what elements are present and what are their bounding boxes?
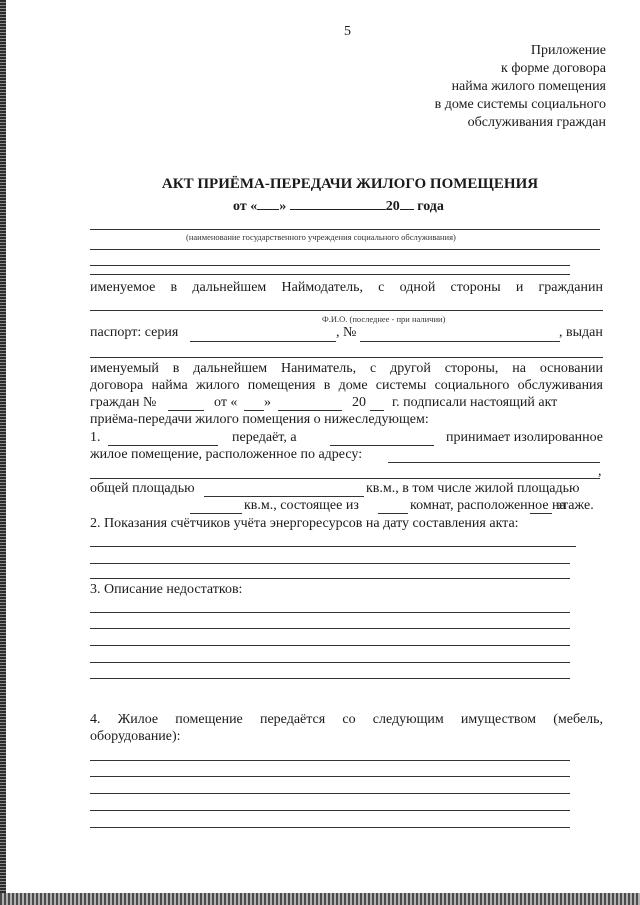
- scan-edge-left: [0, 0, 6, 905]
- month-blank[interactable]: [290, 197, 386, 210]
- appendix-line: Приложение: [530, 43, 606, 58]
- passport-series-label: паспорт: серия: [90, 325, 179, 340]
- caption-institution: (наименование государственного учреждения социального обслуживания): [186, 232, 456, 242]
- appendix-line: обслуживания граждан: [467, 115, 606, 130]
- total-area-blank[interactable]: [204, 496, 364, 497]
- property-line-3[interactable]: [90, 793, 570, 794]
- caption-fio: Ф.И.О. (последнее - при наличии): [322, 314, 446, 324]
- floor-label: комнат, расположенное на: [410, 498, 566, 513]
- date-mid: »: [279, 199, 287, 214]
- meter-line-1[interactable]: [90, 546, 576, 547]
- tenant-line-2: договора найма жилого помещения в доме системы социального обслуживания: [90, 378, 603, 393]
- date-suffix: года: [417, 199, 444, 214]
- contract-month-blank[interactable]: [278, 410, 342, 411]
- defects-line-3[interactable]: [90, 645, 570, 646]
- year-blank[interactable]: [400, 197, 414, 210]
- tenant-name-line[interactable]: [90, 310, 603, 311]
- date-prefix: от «: [233, 199, 258, 214]
- contract-day-blank[interactable]: [244, 410, 264, 411]
- contract-signed-text: г. подписали настоящий акт: [392, 395, 558, 410]
- contract-quote-close: »: [264, 395, 271, 410]
- item1-accepts: принимает изолированное: [446, 430, 604, 445]
- item1-tenant-blank[interactable]: [330, 445, 434, 446]
- contract-number-label: граждан №: [90, 395, 157, 410]
- rooms-label: кв.м., состоящее из: [244, 498, 359, 513]
- item2-heading: 2. Показания счётчиков учёта энергоресурсов на дату составления акта:: [90, 516, 519, 531]
- property-line-1[interactable]: [90, 760, 570, 761]
- item4-heading: 4. Жилое помещение передаётся со следующим имуществом (мебель,: [90, 712, 603, 727]
- defects-line-1[interactable]: [90, 612, 570, 613]
- appendix-line: к форме договора: [501, 61, 606, 76]
- document-title: АКТ ПРИЁМА-ПЕРЕДАЧИ ЖИЛОГО ПОМЕЩЕНИЯ: [161, 176, 539, 192]
- page-number: 5: [344, 24, 351, 39]
- defects-line-4[interactable]: [90, 662, 570, 663]
- contract-year-prefix: 20: [352, 395, 366, 410]
- institution-line-4[interactable]: [90, 274, 570, 275]
- living-area-blank[interactable]: [190, 513, 242, 514]
- address-blank-2[interactable]: [90, 478, 600, 479]
- property-line-2[interactable]: [90, 776, 570, 777]
- appendix-line: найма жилого помещения: [451, 79, 606, 94]
- item1-landlord-blank[interactable]: [108, 445, 218, 446]
- institution-line-2[interactable]: [90, 249, 600, 250]
- institution-line-3[interactable]: [90, 265, 570, 266]
- floor-blank[interactable]: [530, 513, 552, 514]
- date-row: [233, 197, 444, 215]
- landlord-line: именуемое в дальнейшем Наймодатель, с одной стороны и гражданин: [90, 280, 603, 295]
- scan-edge-bottom: [0, 893, 640, 905]
- meter-line-2[interactable]: [90, 563, 570, 564]
- item1-number: 1.: [90, 430, 101, 445]
- floor-suffix: этаже.: [556, 498, 594, 513]
- year-prefix: 20: [385, 199, 400, 214]
- living-area-label: кв.м., в том числе жилой площадью: [366, 481, 580, 496]
- appendix-line: в доме системы социального: [434, 97, 606, 112]
- meter-line-3[interactable]: [90, 578, 570, 579]
- passport-number-blank[interactable]: [360, 341, 560, 342]
- institution-line[interactable]: [90, 229, 600, 230]
- defects-line-5[interactable]: [90, 678, 570, 679]
- defects-line-2[interactable]: [90, 628, 570, 629]
- item1-gives: передаёт, а: [232, 430, 297, 445]
- contract-from-label: от «: [214, 395, 238, 410]
- day-blank[interactable]: [257, 197, 279, 210]
- passport-issued-label: , выдан: [559, 325, 603, 340]
- appendix-block: [435, 42, 606, 132]
- passport-number-label: , №: [336, 325, 357, 340]
- passport-issued-line[interactable]: [90, 357, 603, 358]
- area-label: общей площадью: [90, 481, 195, 496]
- passport-series-blank[interactable]: [190, 341, 336, 342]
- property-line-5[interactable]: [90, 827, 570, 828]
- rooms-blank[interactable]: [378, 513, 408, 514]
- tenant-line-1: именуемый в дальнейшем Наниматель, с другой стороны, на основании: [90, 361, 603, 376]
- act-line: приёма-передачи жилого помещения о нижеследующем:: [90, 412, 429, 427]
- contract-number-blank[interactable]: [168, 410, 204, 411]
- property-line-4[interactable]: [90, 810, 570, 811]
- contract-year-blank[interactable]: [370, 410, 384, 411]
- address-comma: ,: [598, 464, 602, 479]
- item4-heading-cont: оборудование):: [90, 729, 181, 744]
- item3-heading: 3. Описание недостатков:: [90, 582, 243, 597]
- item1-address-label: жилое помещение, расположенное по адресу:: [90, 447, 363, 462]
- address-blank[interactable]: [388, 462, 600, 463]
